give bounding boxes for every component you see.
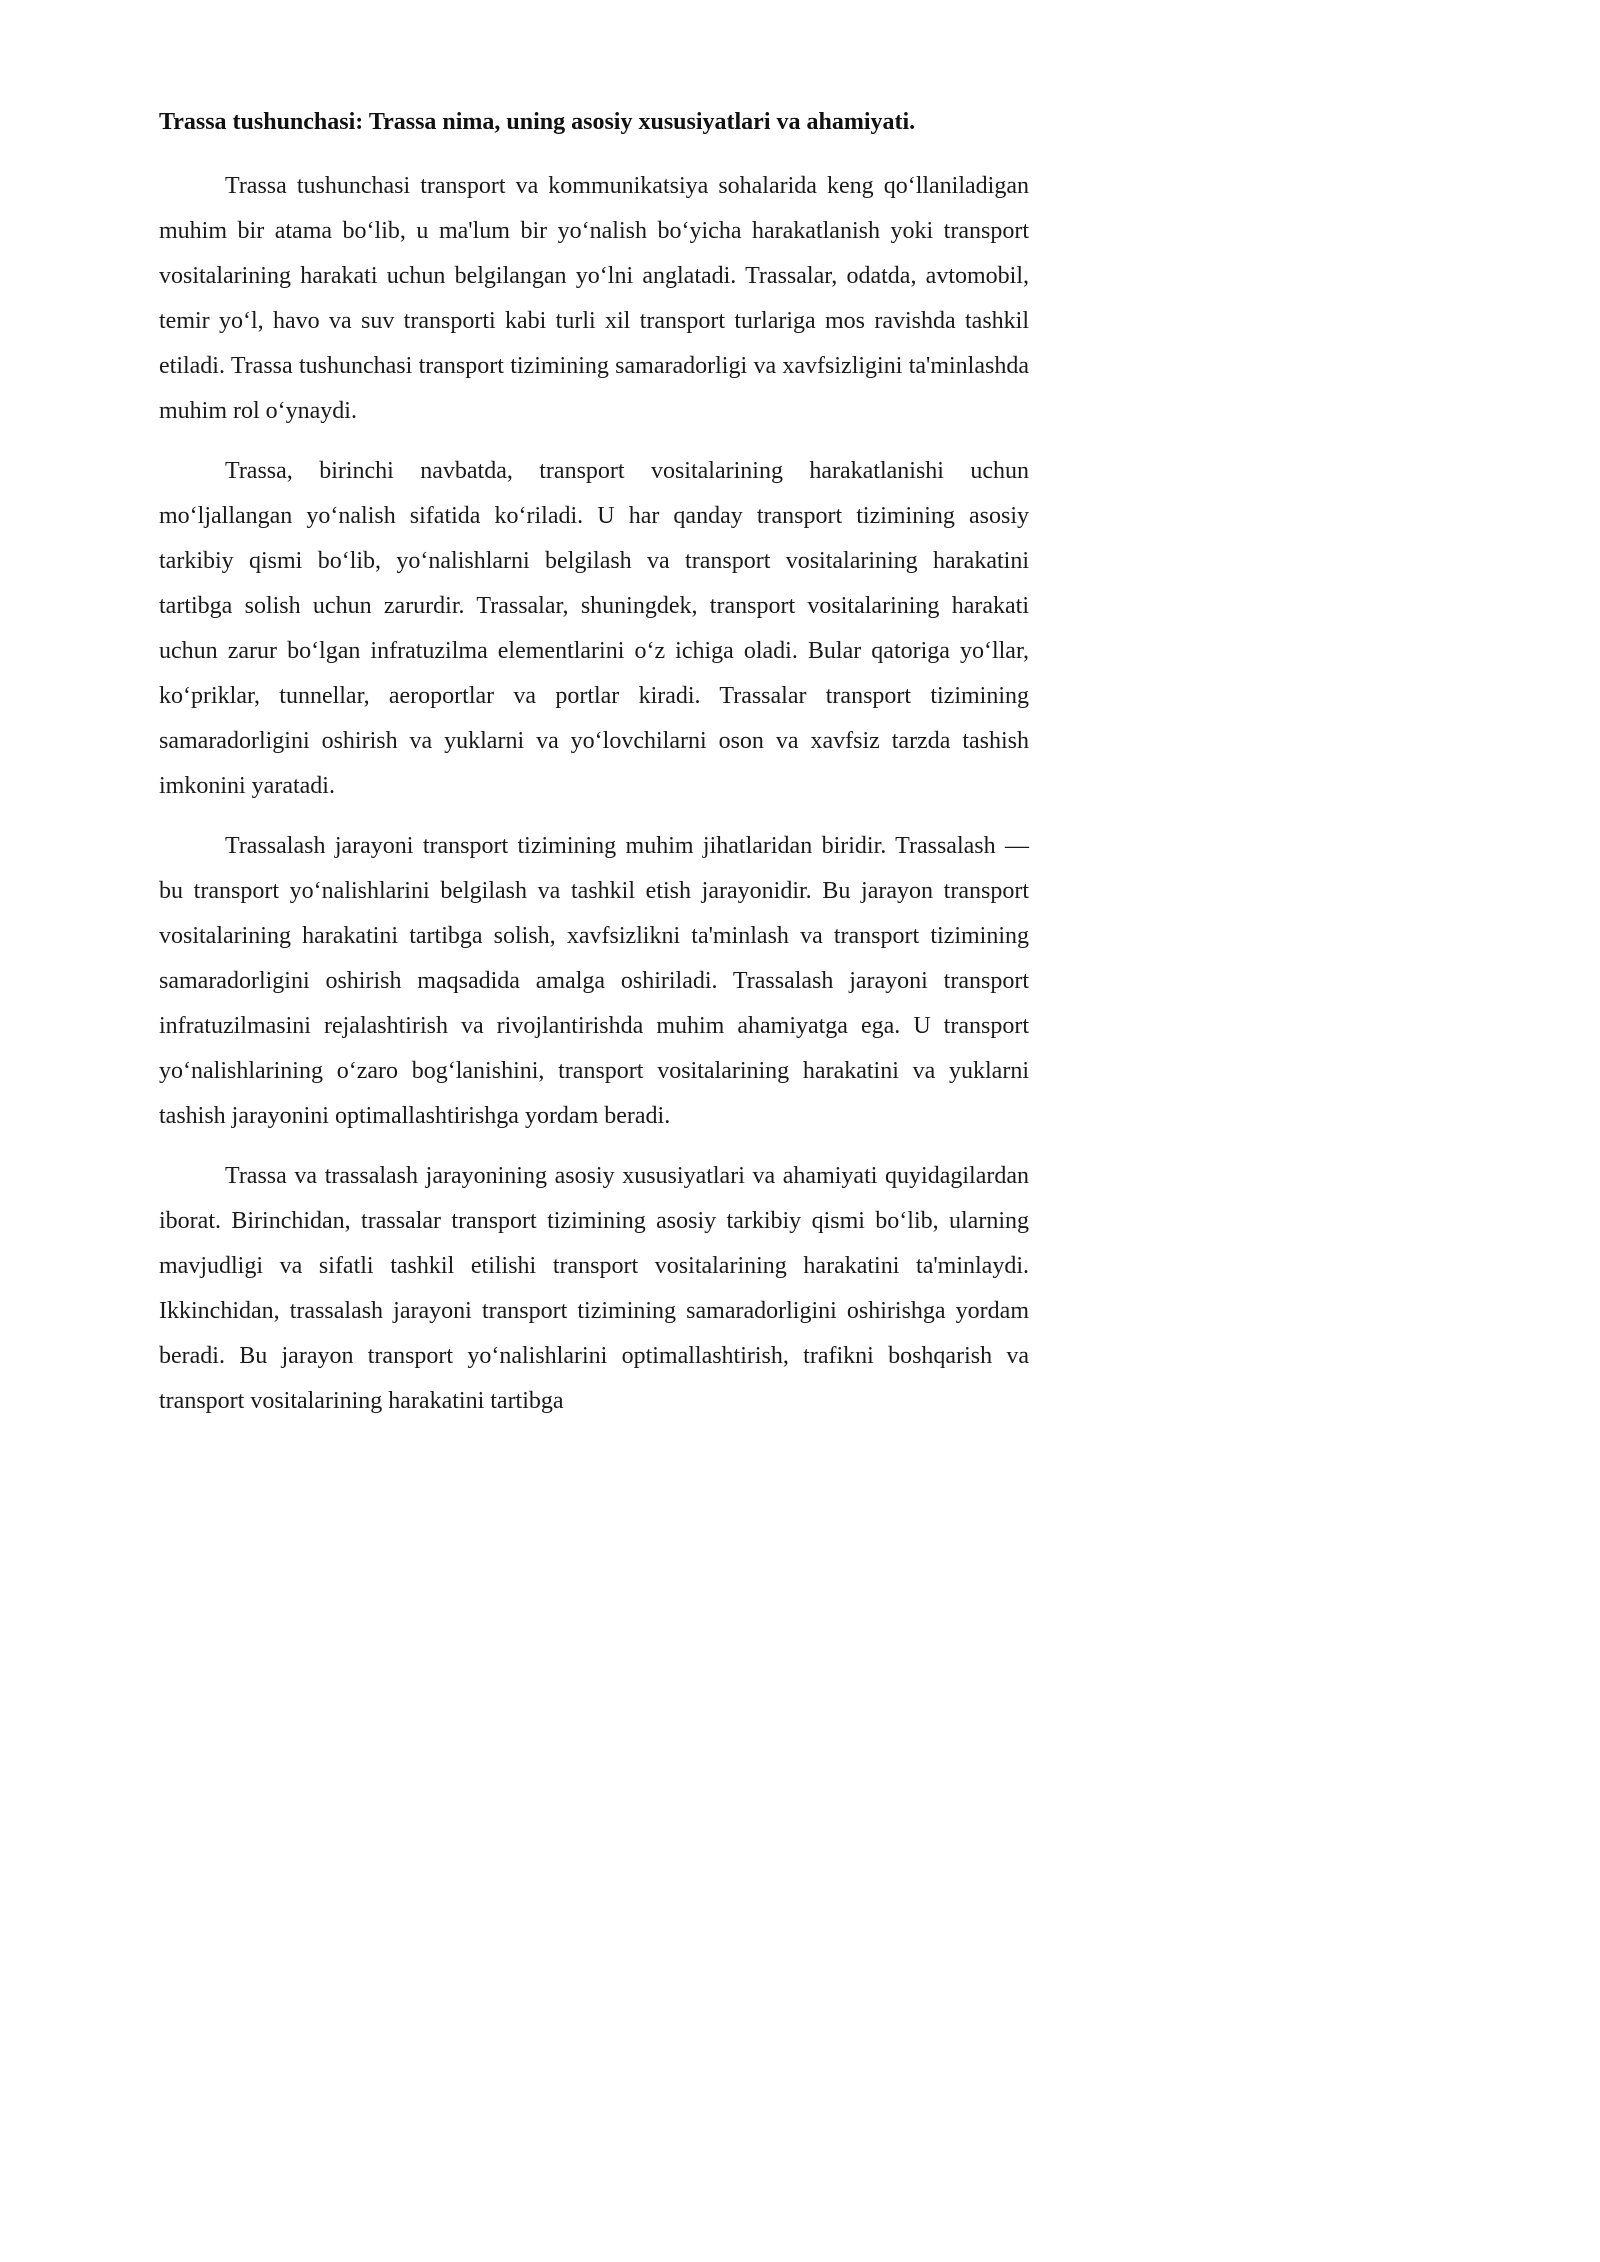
paragraph-4: Trassa va trassalash jarayonining asosiy xususiyatlari va ahamiyati quyidagilardan iborat. Birinchidan, trassalar transport tizimining asosiy tarkibiy qismi boʻlib, ularning mavjudligi va sifatli tashkil etilishi transport vositalarining harakatini ta'minlaydi. Ikkinchidan, trassalash jarayoni transport tizimining samaradorligini oshirishga yordam beradi. Bu jarayon transport yoʻnalishlarini optimallashtirish, trafikni boshqarish va transport vositalarining harakatini tartibga [159,1163,1029,1414]
document-title: Trassa tushunchasi: Trassa nima, uning asosiy xususiyatlari va ahamiyati. [159,109,916,135]
paragraph-2: Trassa, birinchi navbatda, transport vositalarining harakatlanishi uchun moʻljallangan yoʻnalish sifatida koʻriladi. U har qanday transport tizimining asosiy tarkibiy qismi boʻlib, yoʻnalishlarni belgilash va transport vositalarining harakatini tartibga solish uchun zarurdir. Trassalar, shuningdek, transport vositalarining harakati uchun zarur boʻlgan infratuzilma elementlarini oʻz ichiga oladi. Bular qatoriga yoʻllar, koʻpriklar, tunnellar, aeroportlar va portlar kiradi. Trassalar transport tizimining samaradorligini oshirish va yuklarni va yoʻlovchilarni oson va xavfsiz tarzda tashish imkonini yaratadi. [159,458,1029,799]
paragraph-1: Trassa tushunchasi transport va kommunikatsiya sohalarida keng qoʻllaniladigan muhim bir atama boʻlib, u ma'lum bir yoʻnalish boʻyicha harakatlanish yoki transport vositalarining harakati uchun belgilangan yoʻlni anglatadi. Trassalar, odatda, avtomobil, temir yoʻl, havo va suv transporti kabi turli xil transport turlariga mos ravishda tashkil etiladi. Trassa tushunchasi transport tizimining samaradorligi va xavfsizligini ta'minlashda muhim rol oʻynaydi. [159,173,1029,424]
document-page [0,0,1110,1569]
paragraph-3: Trassalash jarayoni transport tizimining muhim jihatlaridan biridir. Trassalash — bu transport yoʻnalishlarini belgilash va tashkil etish jarayonidir. Bu jarayon transport vositalarining harakatini tartibga solish, xavfsizlikni ta'minlash va transport tizimining samaradorligini oshirish maqsadida amalga oshiriladi. Trassalash jarayoni transport infratuzilmasini rejalashtirish va rivojlantirishda muhim ahamiyatga ega. U transport yoʻnalishlarining oʻzaro bogʻlanishini, transport vositalarining harakatini va yuklarni tashish jarayonini optimallashtirishga yordam beradi. [159,833,1029,1129]
document-body [159,104,1029,1439]
